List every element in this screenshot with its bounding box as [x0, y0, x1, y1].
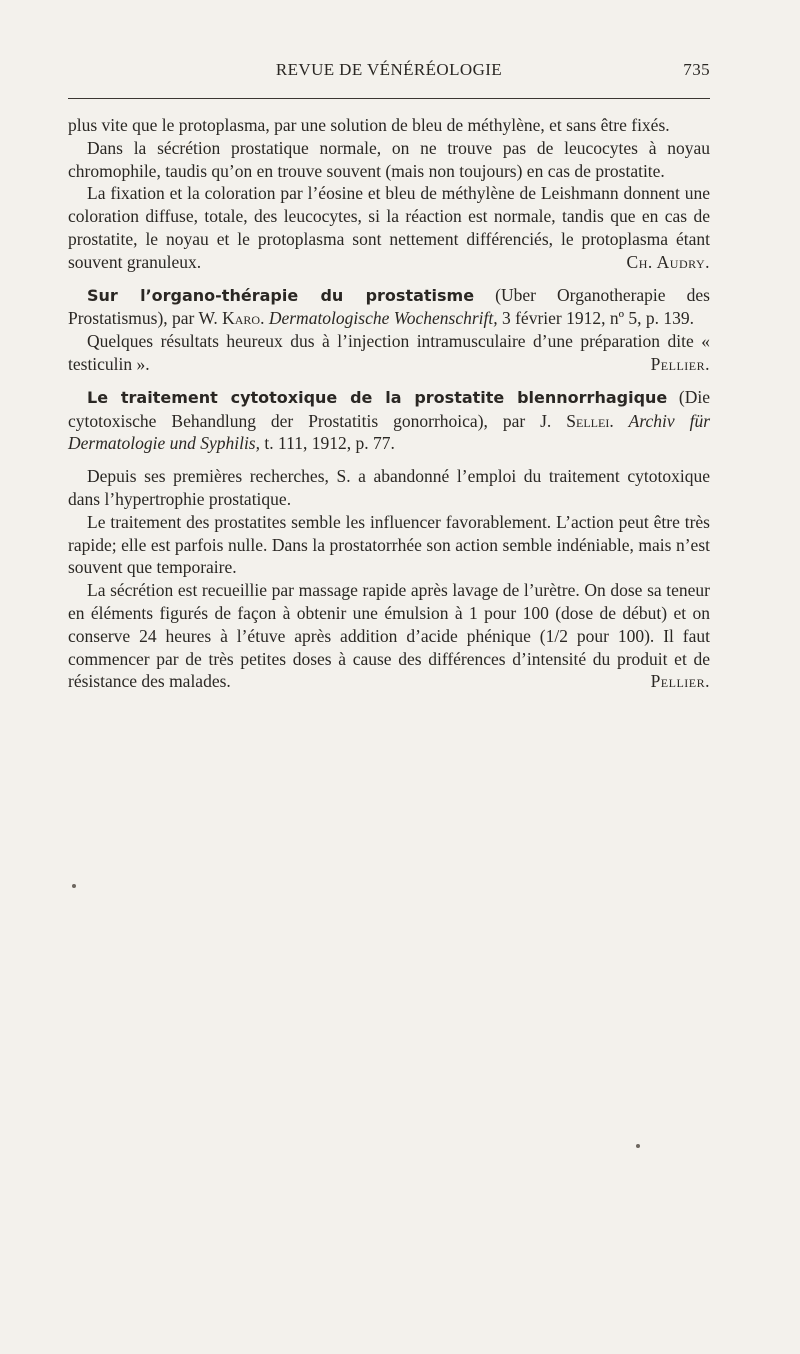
page-number: 735: [683, 60, 710, 79]
paragraph: Dans la sécrétion prostatique normale, on ne trouve pas de leucocytes à noyau chromophile, taudis qu’on en trouve souvent (mais non toujours) en cas de prostatite.: [68, 137, 710, 181]
article-title: [68, 284, 710, 331]
signature: Pellier.: [650, 671, 710, 692]
paragraph: Depuis ses premières recherches, S. a abandonné l’emploi du traitement cytotoxique dans l’hypertrophie prostatique.: [68, 466, 710, 509]
paragraph: Le traitement des prostatites semble les influencer favorablement. L’action peut être très rapide; elle est parfois nulle. Dans la prostatorrhée son action semble indéniable, mais n’est souvent que temporaire.: [68, 511, 710, 578]
ink-speck: [72, 884, 76, 888]
citation-text: 3 février 1912, nº 5, p. 139.: [497, 308, 695, 329]
citation-text: .: [260, 308, 269, 329]
paragraph: [68, 182, 710, 273]
header-rule: [68, 98, 710, 99]
paragraph-text: La fixation et la coloration par l’éosine et bleu de méthylène de Leishmann donnent une coloration diffuse, totale, des leucocytes, si la réaction est normale, tandis que en cas de prostatite, le noyau et le protoplasma sont nettement différenciés, le protoplasma étant souvent granuleux.: [68, 183, 710, 272]
paragraph: [68, 330, 710, 376]
author-name: Karo: [222, 308, 261, 329]
ink-speck: [636, 1144, 640, 1148]
paragraph-text: Quelques résultats heureux dus à l’injection intramusculaire d’une préparation dite « testiculin ».: [68, 331, 710, 374]
paragraph-text: La sécrétion est recueillie par massage rapide après lavage de l’urètre. On dose sa teneur en éléments figurés de façon à obtenir une émulsion à 1 pour 100 (dose de début) et on conserve 24 heures à l’étuve après addition d’acide phénique (1/2 pour 100). Il faut commencer par de très petites doses à cause des différences d’intensité du produit et de résistance des malades.: [68, 580, 710, 692]
citation-text: (Die cytotoxische Behandlung der Prostatitis gonorrhoica), par J.: [68, 386, 710, 431]
journal-title: REVUE DE VÉNÉRÉOLOGIE: [275, 60, 503, 79]
citation-text: t. 111, 1912, p. 77.: [260, 433, 395, 454]
citation-text: (Uber Organotherapie des Prostatismus), par W.: [68, 284, 710, 329]
paragraph: plus vite que le protoplasma, par une solution de bleu de méthylène, et sans être fixés.: [68, 115, 670, 135]
author-name: Sellei: [566, 410, 610, 431]
journal-name: Dermatologische Wochenschrift,: [268, 308, 498, 329]
signature: Ch. Audry.: [626, 251, 710, 272]
citation-text: .: [609, 410, 629, 431]
paragraph: [68, 579, 710, 693]
article-title: [68, 386, 710, 455]
signature: Pellier.: [650, 353, 710, 374]
journal-name: Archiv für Dermatologie und Syphilis,: [68, 410, 711, 454]
body-text: [68, 114, 710, 693]
article-heading: Sur l’organo-thérapie du prostatisme: [87, 285, 475, 305]
article-heading: Le traitement cytotoxique de la prostatite blennorrhagique: [87, 387, 668, 407]
running-head: [68, 60, 710, 86]
